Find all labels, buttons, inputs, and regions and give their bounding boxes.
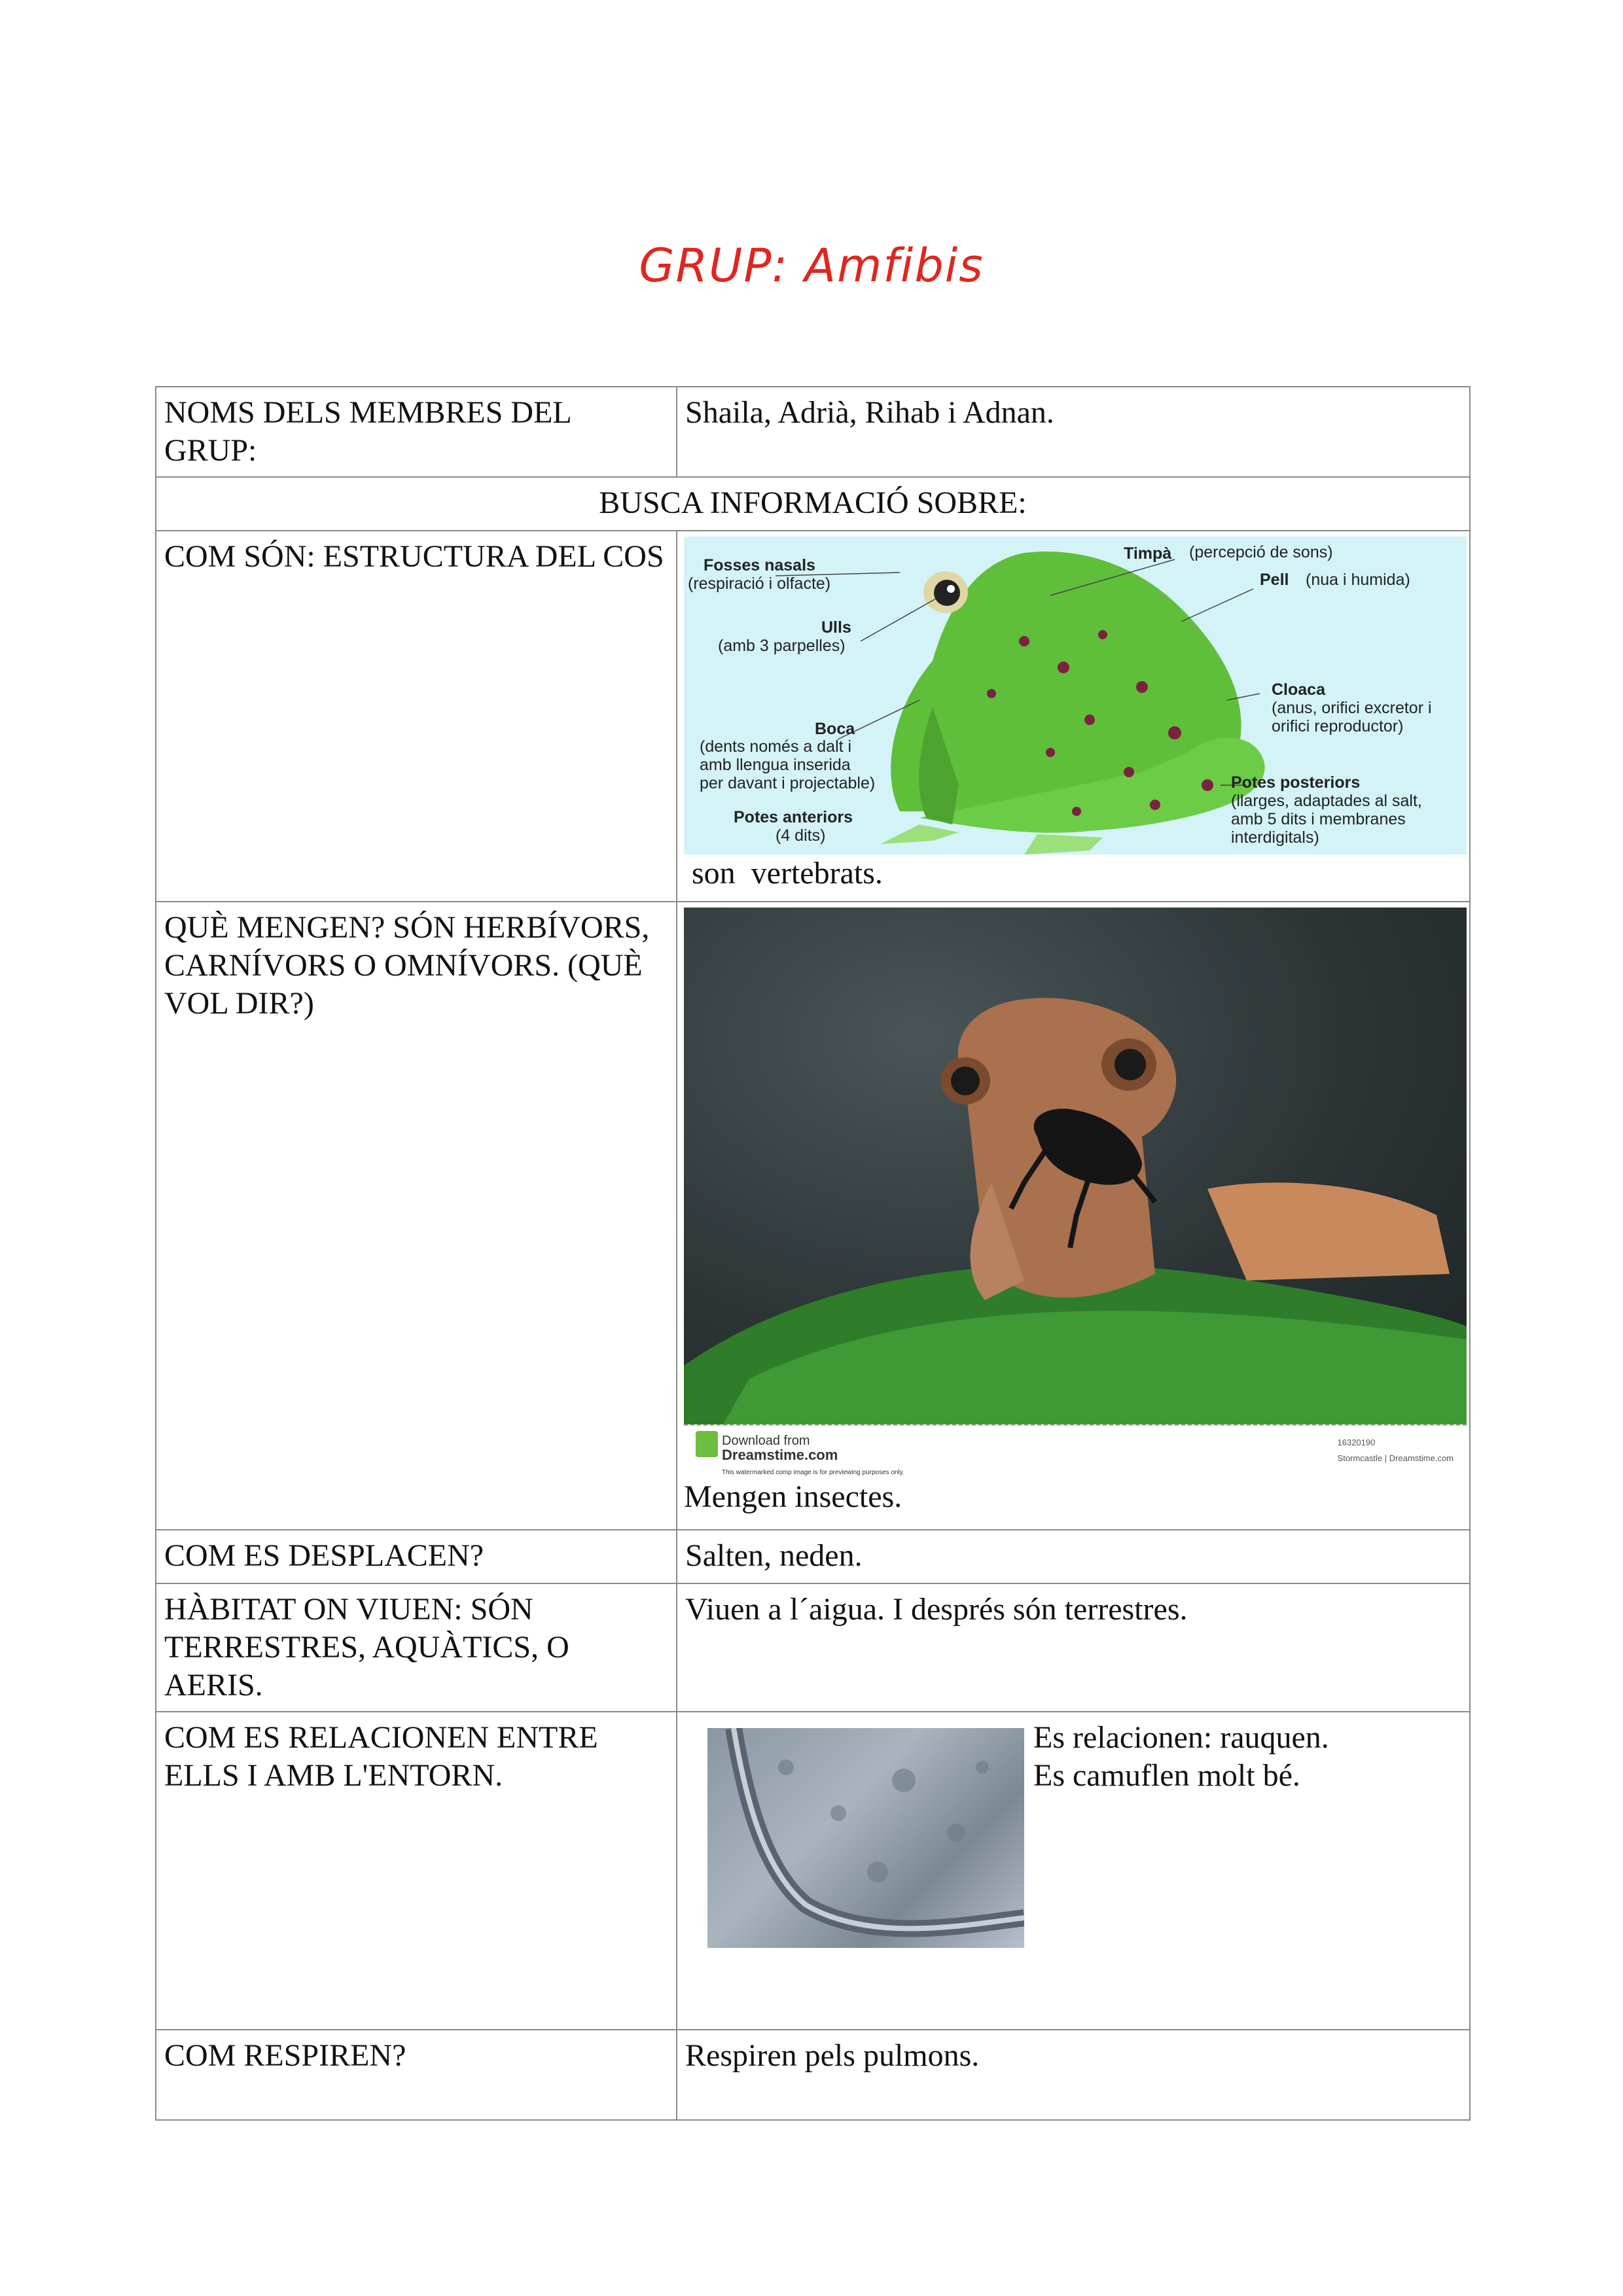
- label-potes-anteriors: Potes anteriors: [734, 808, 853, 826]
- food-cell: [677, 902, 1470, 1530]
- label-pell: Pell: [1260, 571, 1289, 589]
- label-boca-desc2: amb llengua inserida: [700, 756, 851, 774]
- camouflage-photo: [707, 1728, 1024, 1948]
- relate-label: COM ES RELACIONEN ENTRE ELLS I AMB L'ENTORN.: [156, 1712, 677, 2030]
- move-value: Salten, neden.: [677, 1530, 1470, 1583]
- label-fosses-desc: (respiració i olfacte): [688, 574, 831, 593]
- frog-eating-photo: [684, 908, 1467, 1424]
- label-timpa: Timpà: [1124, 544, 1172, 563]
- label-boca-desc3: per davant i projectable): [700, 774, 876, 792]
- page-title: GRUP: Amfibis: [639, 239, 984, 292]
- relate-cell: [677, 1712, 1470, 2030]
- breath-value: Respiren pels pulmons.: [677, 2030, 1470, 2120]
- relate-value-1: Es relacionen: rauquen.: [1033, 1720, 1329, 1755]
- food-label: QUÈ MENGEN? SÓN HERBÍVORS, CARNÍVORS O OMNÍVORS. (QUÈ VOL DIR?): [156, 902, 677, 1530]
- photo-credit: Stormcastle | Dreamstime.com: [1337, 1453, 1454, 1463]
- download-strip: [684, 1424, 1467, 1478]
- members-label: NOMS DELS MEMBRES DEL GRUP:: [156, 387, 677, 477]
- table-row: [156, 387, 1470, 477]
- label-cloaca-desc1: (anus, orifici excretor i: [1272, 699, 1432, 717]
- info-table: [155, 386, 1471, 2121]
- label-ulls: Ulls: [821, 618, 851, 637]
- structure-cell: [677, 531, 1470, 902]
- label-cloaca-desc2: orifici reproductor): [1272, 717, 1404, 735]
- habitat-label: HÀBITAT ON VIUEN: SÓN TERRESTRES, AQUÀTICS, O AERIS.: [156, 1583, 677, 1712]
- table-row: [156, 1712, 1470, 2030]
- food-caption: Mengen insectes.: [684, 1479, 902, 1514]
- frog-anatomy-diagram: [684, 537, 1467, 855]
- structure-caption: son vertebrats.: [684, 856, 883, 891]
- label-potes-posteriors: Potes posteriors: [1231, 773, 1361, 792]
- breath-label: COM RESPIREN?: [156, 2030, 677, 2120]
- label-ulls-desc: (amb 3 parpelles): [718, 637, 846, 655]
- table-row: [156, 2030, 1470, 2120]
- table-row: [156, 477, 1470, 531]
- download-text: Download from: [722, 1434, 810, 1448]
- label-timpa-desc: (percepció de sons): [1189, 543, 1333, 561]
- photo-id: 16320190: [1337, 1438, 1376, 1447]
- dreamstime-logo-icon: [696, 1431, 718, 1457]
- table-row: [156, 1530, 1470, 1583]
- label-pell-desc: (nua i humida): [1306, 571, 1410, 589]
- label-cloaca: Cloaca: [1272, 680, 1325, 699]
- strip-small-text: This watermarked comp image is for previewing purposes only.: [722, 1469, 904, 1476]
- label-potes-post-desc2: amb 5 dits i membranes: [1231, 810, 1406, 828]
- label-potes-ant-desc: (4 dits): [776, 826, 826, 845]
- label-boca-desc1: (dents només a dalt i: [700, 737, 852, 756]
- table-row: [156, 531, 1470, 902]
- label-potes-post-desc3: interdigitals): [1231, 828, 1319, 847]
- label-boca: Boca: [815, 720, 855, 738]
- members-value: Shaila, Adrià, Rihab i Adnan.: [677, 387, 1470, 477]
- move-label: COM ES DESPLACEN?: [156, 1530, 677, 1583]
- label-fosses-nasals: Fosses nasals: [704, 556, 815, 574]
- site-text: Dreamstime.com: [722, 1447, 838, 1463]
- structure-label: COM SÓN: ESTRUCTURA DEL COS: [156, 531, 677, 902]
- label-potes-post-desc1: (llarges, adaptades al salt,: [1231, 792, 1422, 810]
- habitat-value: Viuen a l´aigua. I després són terrestres.: [677, 1583, 1470, 1712]
- table-row: [156, 902, 1470, 1530]
- table-row: [156, 1583, 1470, 1712]
- search-header: BUSCA INFORMACIÓ SOBRE:: [156, 477, 1470, 531]
- relate-value-2: Es camuflen molt bé.: [1033, 1758, 1300, 1793]
